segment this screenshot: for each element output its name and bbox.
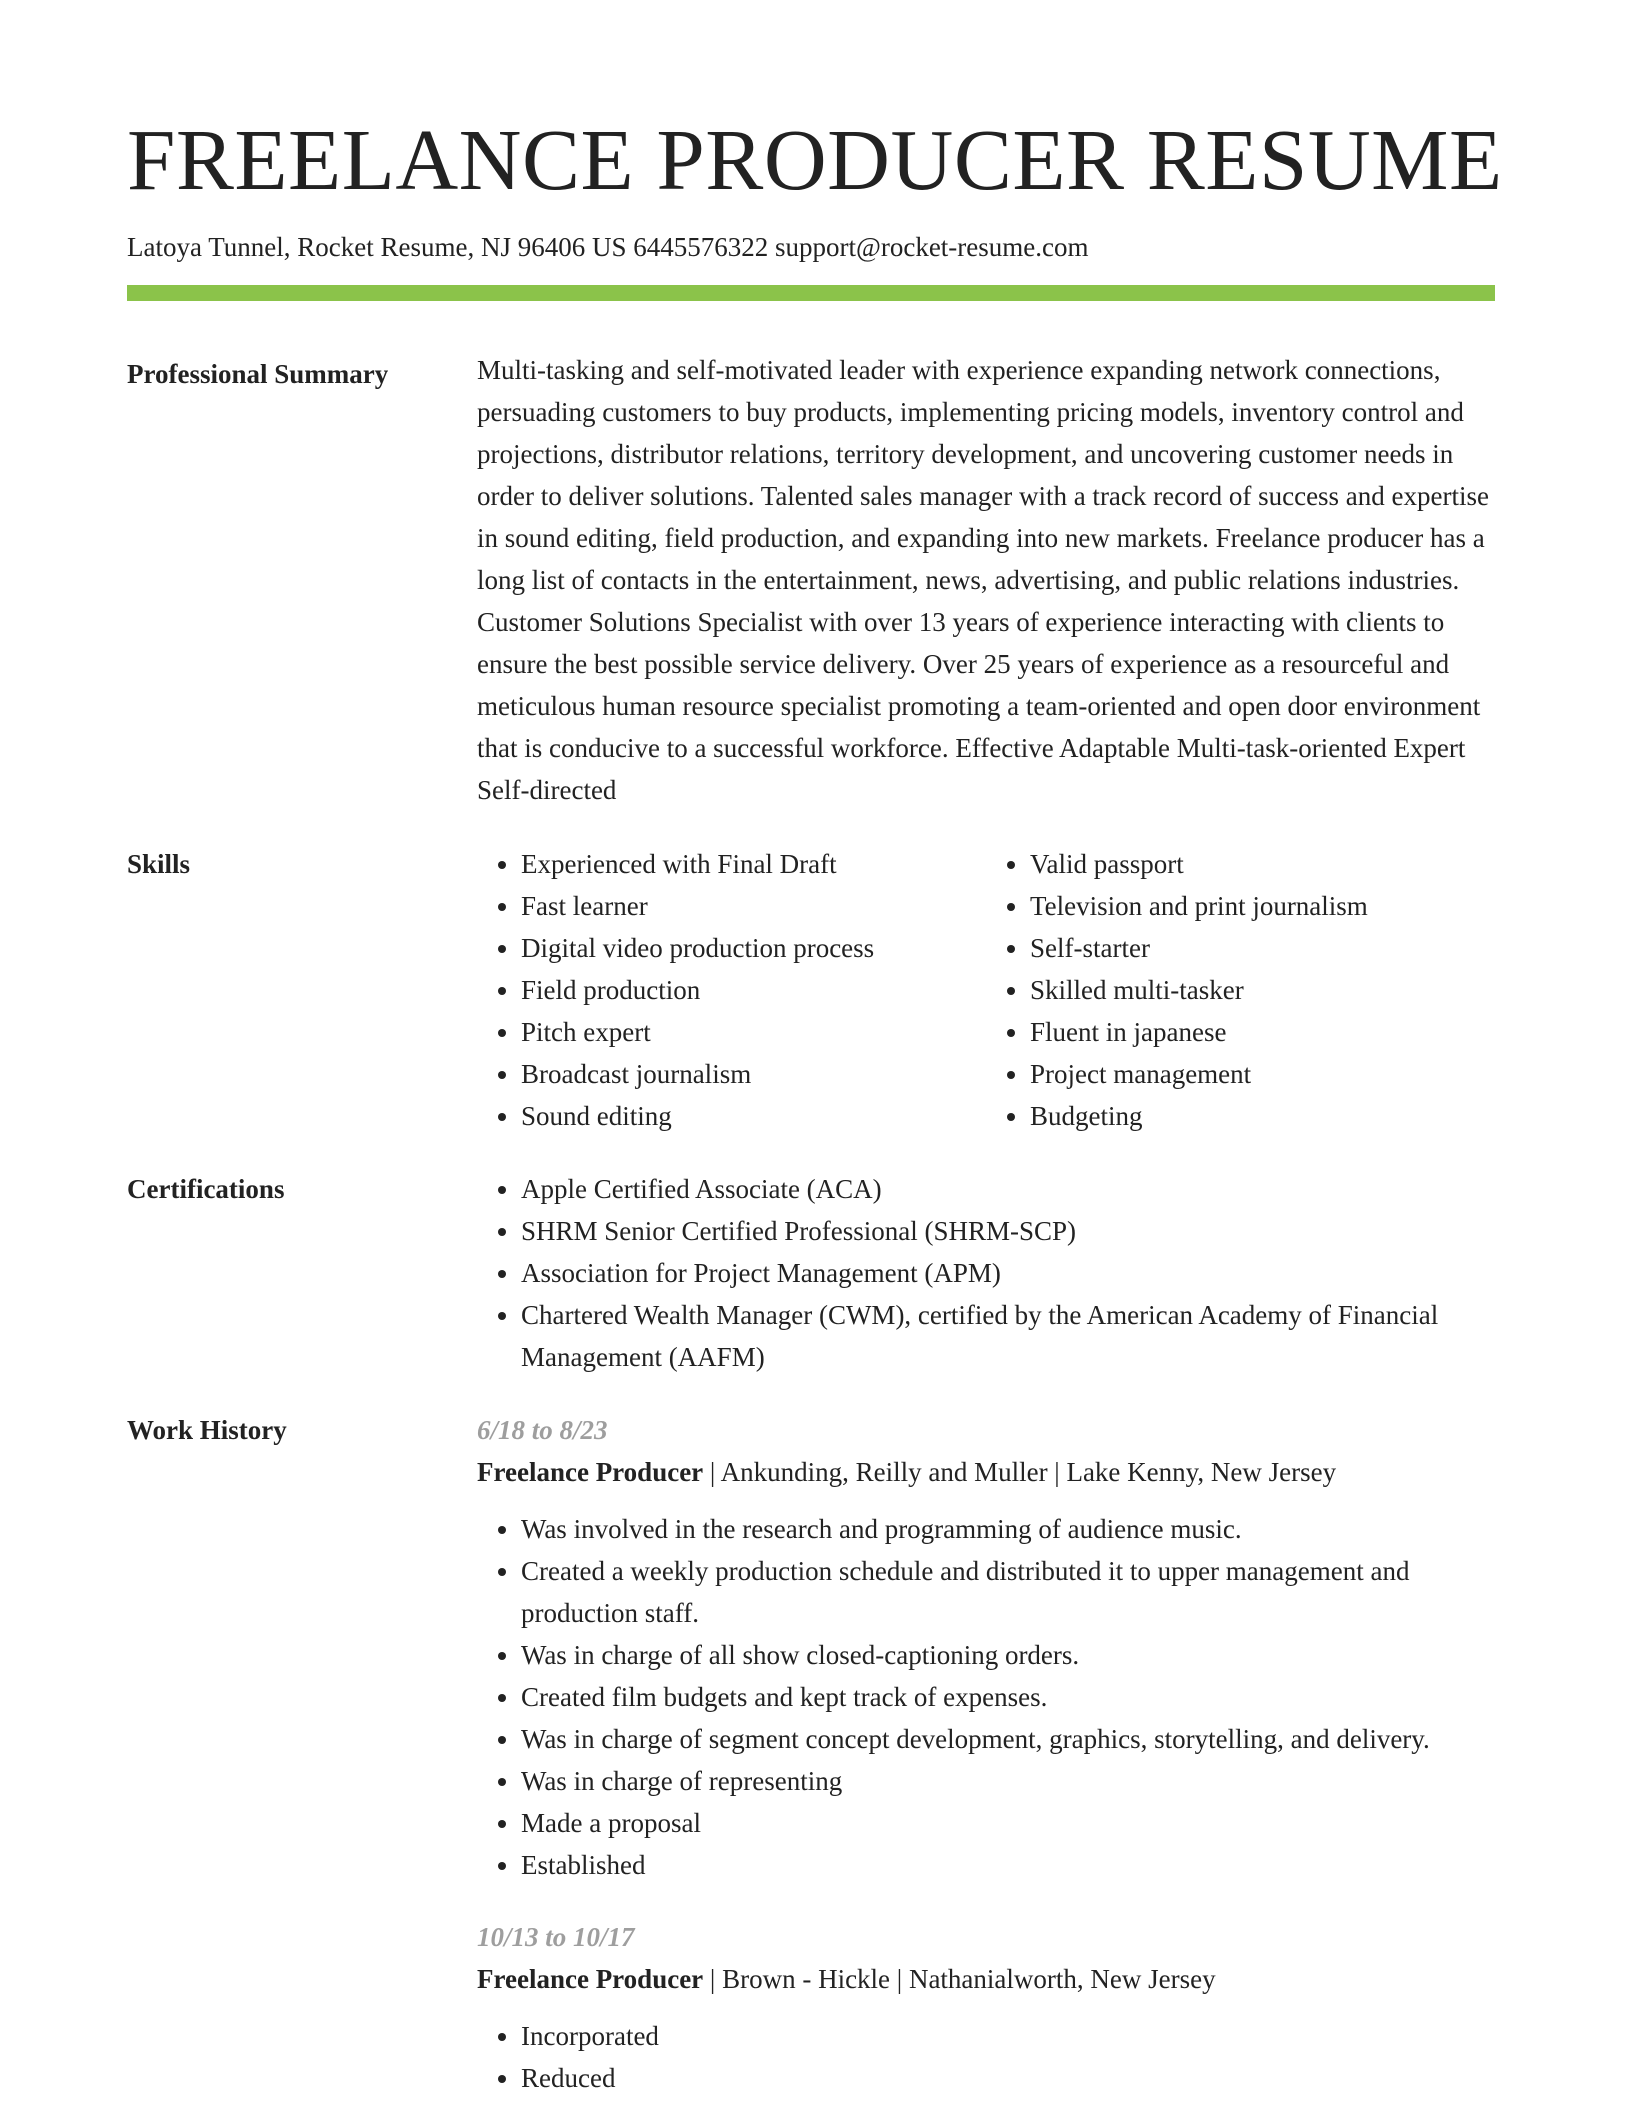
job-bullet: • Was in charge of representing xyxy=(521,1760,1495,1802)
job-dates: 10/13 to 10/17 xyxy=(477,1922,635,1953)
certifications-label: Certifications xyxy=(127,1174,285,1205)
certification-item: • Chartered Wealth Manager (CWM), certified by the American Academy of Financial Management (AAFM) xyxy=(521,1294,1495,1378)
skill-item: • Experienced with Final Draft xyxy=(521,843,986,885)
skill-item: • Budgeting xyxy=(1030,1095,1495,1137)
resume-title: FREELANCE PRODUCER RESUME xyxy=(127,111,1503,208)
job-bullet: • Created film budgets and kept track of expenses. xyxy=(521,1676,1495,1718)
contact-line: Latoya Tunnel, Rocket Resume, NJ 96406 US 6445576322 support@rocket-resume.com xyxy=(127,232,1089,262)
job-bullet: • Was involved in the research and programming of audience music. xyxy=(521,1508,1495,1550)
job-bullet: • Created a weekly production schedule and distributed it to upper management and production staff. xyxy=(521,1550,1495,1634)
job-header xyxy=(477,1451,1495,1493)
summary-section xyxy=(127,353,1508,811)
skill-item: • Valid passport xyxy=(1030,843,1495,885)
skills-list-left xyxy=(477,843,986,1137)
job-bullet: • Reduced xyxy=(521,2057,1495,2099)
job-bullet: • Made a proposal xyxy=(521,1802,1495,1844)
job-role: Freelance Producer xyxy=(477,1964,704,1995)
work-history-label: Work History xyxy=(127,1415,287,1446)
skills-section xyxy=(127,843,1508,1137)
skill-item: • Television and print journalism xyxy=(1030,885,1495,927)
skill-item: • Skilled multi-tasker xyxy=(1030,969,1495,1011)
certification-item: • SHRM Senior Certified Professional (SHRM-SCP) xyxy=(521,1210,1495,1252)
certification-item: • Association for Project Management (APM) xyxy=(521,1252,1495,1294)
skill-item: • Field production xyxy=(521,969,986,1011)
work-history-section xyxy=(127,1409,1508,2099)
certifications-body xyxy=(477,1168,1495,1378)
summary-text: Multi-tasking and self-motivated leader with experience expanding network connections, persuading customers to buy products, implementing pricing models, inventory control and projections, distributor relations, territory development, and uncovering customer needs in order to deliver solutions. Talented sales manager with a track record of success and expertise in sound editing, field production, and expanding into new markets. Freelance producer has a long list of contacts in the entertainment, news, advertising, and public relations industries. Customer Solutions Specialist with over 13 years of experience interacting with clients to ensure the best possible service delivery. Over 25 years of experience as a resourceful and meticulous human resource specialist promoting a team-oriented and open door environment that is conducive to a successful workforce. Effective Adaptable Multi-task-oriented Expert Self-directed xyxy=(477,355,1489,806)
job-details: | Brown - Hickle | Nathanialworth, New Jersey xyxy=(703,1964,1216,1995)
skills-label: Skills xyxy=(127,849,191,880)
skills-list-right xyxy=(986,843,1495,1137)
skill-item: • Fast learner xyxy=(521,885,986,927)
certifications-section xyxy=(127,1168,1508,1378)
job-details: | Ankunding, Reilly and Muller | Lake Kenny, New Jersey xyxy=(703,1457,1337,1488)
job-bullet: • Incorporated xyxy=(521,2015,1495,2057)
job-bullet: • Established xyxy=(521,1844,1495,1886)
job-dates: 6/18 to 8/23 xyxy=(477,1415,608,1446)
skill-item: • Self-starter xyxy=(1030,927,1495,969)
certification-item: • Apple Certified Associate (ACA) xyxy=(521,1168,1495,1210)
job-entry xyxy=(477,1916,1495,2099)
work-history-body xyxy=(477,1409,1495,2099)
certifications-list xyxy=(477,1168,1495,1378)
header-divider xyxy=(127,285,1495,301)
skill-item: • Fluent in japanese xyxy=(1030,1011,1495,1053)
summary-body xyxy=(477,353,1495,811)
job-bullets xyxy=(477,2015,1495,2099)
job-bullet: • Was in charge of all show closed-captioning orders. xyxy=(521,1634,1495,1676)
job-bullet: • Was in charge of segment concept development, graphics, storytelling, and delivery. xyxy=(521,1718,1495,1760)
skill-item: • Pitch expert xyxy=(521,1011,986,1053)
job-bullets xyxy=(477,1508,1495,1886)
skill-item: • Digital video production process xyxy=(521,927,986,969)
job-header xyxy=(477,1958,1495,2000)
skill-item: • Broadcast journalism xyxy=(521,1053,986,1095)
job-entry xyxy=(477,1409,1495,1886)
summary-label: Professional Summary xyxy=(127,359,389,390)
skill-item: • Project management xyxy=(1030,1053,1495,1095)
skill-item: • Sound editing xyxy=(521,1095,986,1137)
job-role: Freelance Producer xyxy=(477,1457,704,1488)
skills-body xyxy=(477,843,1495,1137)
